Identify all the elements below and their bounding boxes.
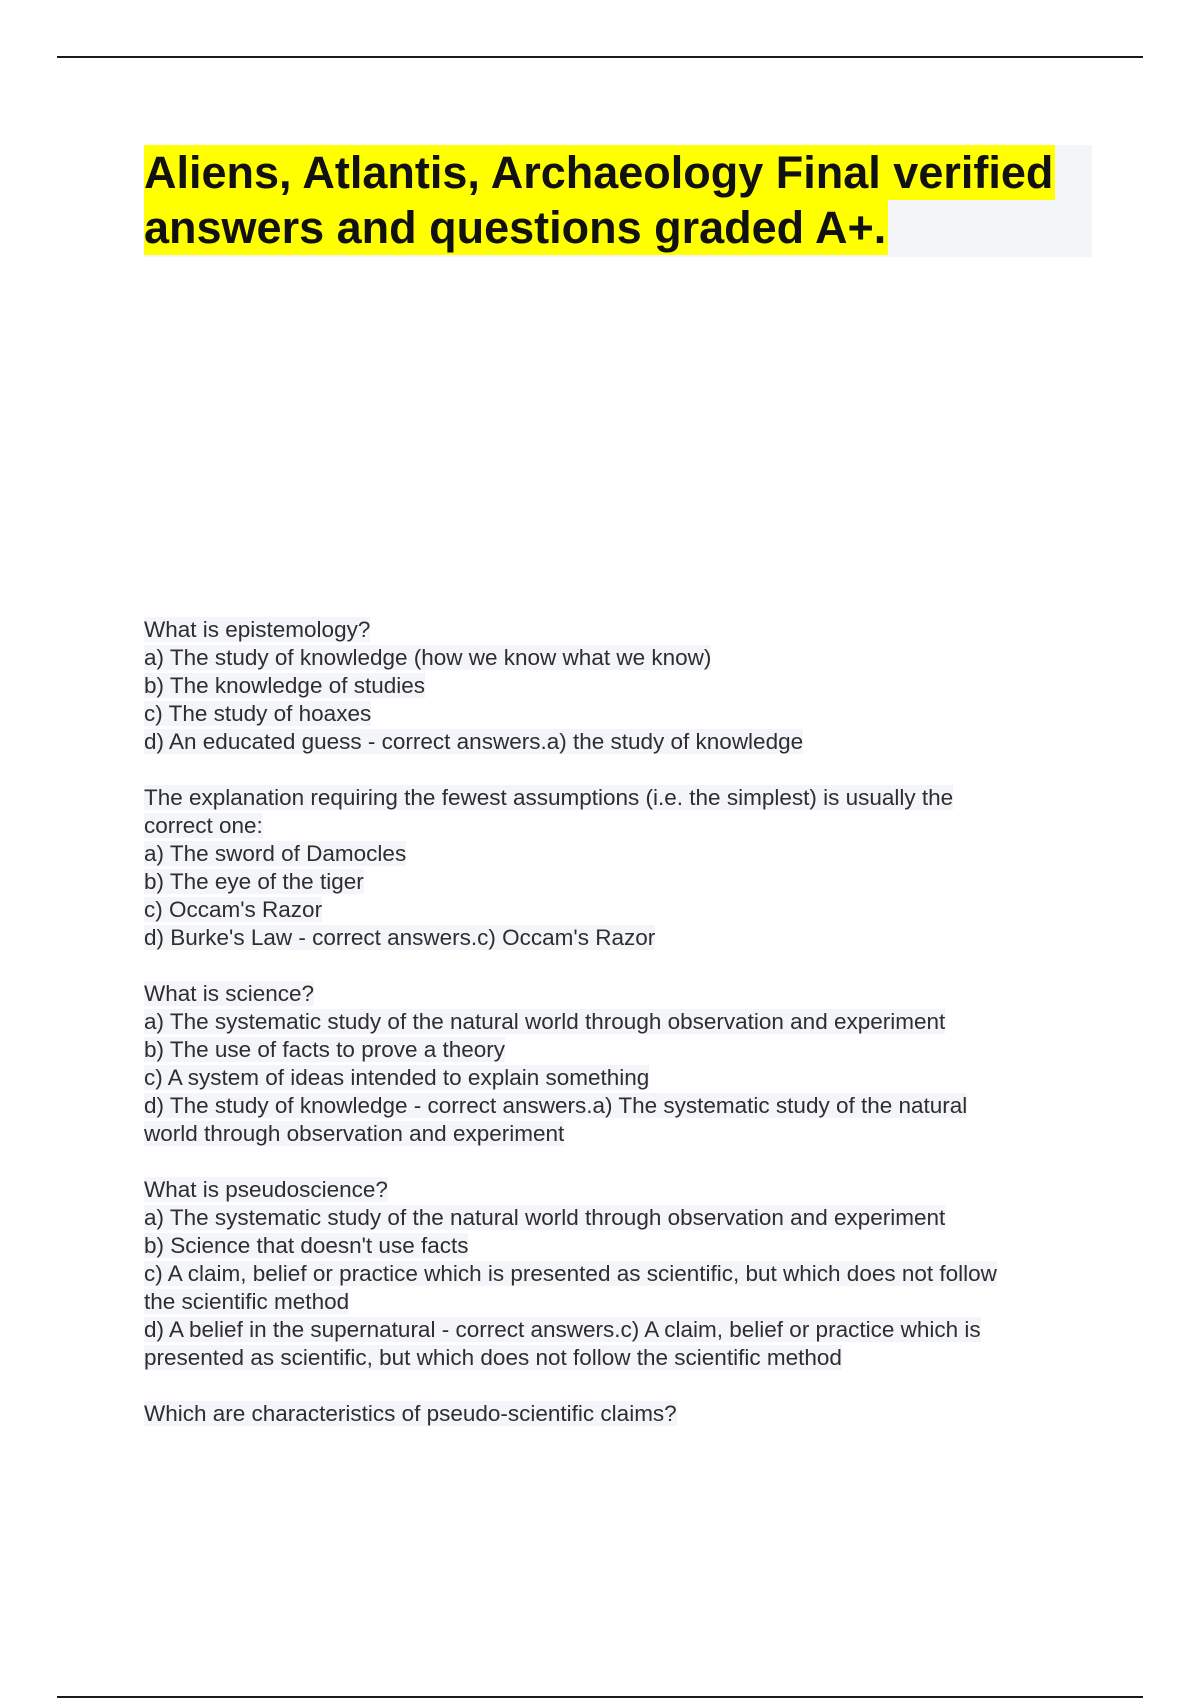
header-rule	[57, 56, 1143, 58]
answer-option: d) Burke's Law - correct answers.c) Occam's Razor	[144, 925, 656, 950]
question-list	[144, 616, 1104, 1456]
answer-option: d) The study of knowledge - correct answers.a) The systematic study of the natural	[144, 1093, 968, 1118]
answer-option: b) The knowledge of studies	[144, 673, 426, 698]
question-text: What is epistemology?	[144, 617, 371, 642]
question-text: What is pseudoscience?	[144, 1177, 388, 1202]
title-line-2: answers and questions graded A+.	[144, 202, 887, 253]
answer-option: presented as scientific, but which does not follow the scientific method	[144, 1345, 842, 1370]
answer-option: the scientific method	[144, 1289, 350, 1314]
question-text: Which are characteristics of pseudo-scientific claims?	[144, 1401, 677, 1426]
answer-option: a) The sword of Damocles	[144, 841, 407, 866]
question-text: correct one:	[144, 813, 263, 838]
question-block	[144, 616, 1104, 756]
answer-option: d) An educated guess - correct answers.a) the study of knowledge	[144, 729, 804, 754]
title-block	[144, 145, 1092, 257]
answer-option: world through observation and experiment	[144, 1121, 565, 1146]
answer-option: a) The study of knowledge (how we know what we know)	[144, 645, 712, 670]
answer-option: c) Occam's Razor	[144, 897, 323, 922]
answer-option: b) Science that doesn't use facts	[144, 1233, 469, 1258]
answer-option: d) A belief in the supernatural - correct answers.c) A claim, belief or practice which is	[144, 1317, 981, 1342]
question-text: What is science?	[144, 981, 315, 1006]
answer-option: c) A claim, belief or practice which is presented as scientific, but which does not follow	[144, 1261, 997, 1286]
answer-option: c) The study of hoaxes	[144, 701, 372, 726]
question-text: The explanation requiring the fewest assumptions (i.e. the simplest) is usually the	[144, 785, 954, 810]
answer-option: a) The systematic study of the natural world through observation and experiment	[144, 1205, 946, 1230]
document-title	[144, 145, 1092, 255]
question-block	[144, 1400, 1104, 1428]
answer-option: b) The use of facts to prove a theory	[144, 1037, 506, 1062]
answer-option: b) The eye of the tiger	[144, 869, 364, 894]
question-block	[144, 1176, 1104, 1372]
title-line-1: Aliens, Atlantis, Archaeology Final verified	[144, 147, 1054, 198]
footer-rule	[57, 1696, 1143, 1698]
answer-option: a) The systematic study of the natural world through observation and experiment	[144, 1009, 946, 1034]
answer-option: c) A system of ideas intended to explain something	[144, 1065, 650, 1090]
question-block	[144, 980, 1104, 1148]
question-block	[144, 784, 1104, 952]
